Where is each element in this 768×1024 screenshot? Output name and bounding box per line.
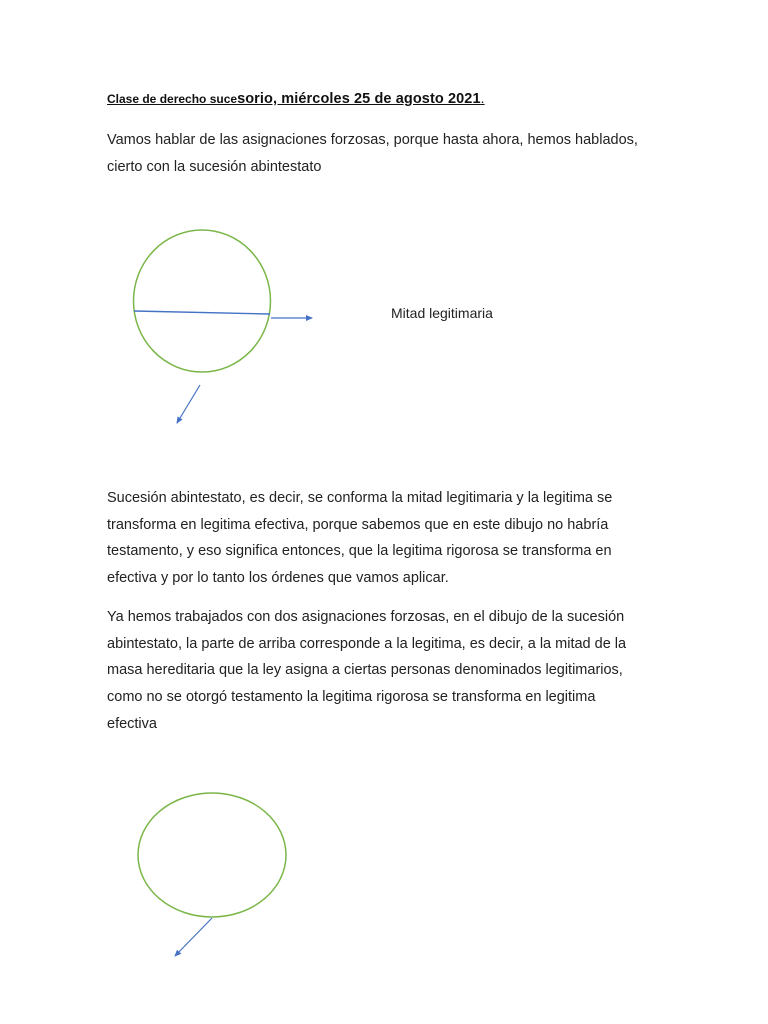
diagram-second bbox=[138, 793, 286, 956]
title-period: . bbox=[480, 90, 485, 106]
paragraph-line: transforma en legitima efectiva, porque sabemos que en este dibujo no habría bbox=[107, 516, 609, 533]
arrow-down-left bbox=[177, 385, 200, 423]
diagram-sucesion-abintestato bbox=[134, 230, 313, 423]
paragraph-line: cierto con la sucesión abintestato bbox=[107, 158, 322, 175]
paragraph-line: efectiva bbox=[107, 715, 157, 732]
arrow-down-left-2 bbox=[175, 918, 212, 956]
mitad-legitimaria-label: Mitad legitimaria bbox=[391, 305, 493, 321]
paragraph-line: abintestato, la parte de arriba corresponde a la legitima, es decir, a la mitad de la bbox=[107, 635, 627, 652]
paragraph-line: Ya hemos trabajados con dos asignaciones forzosas, en el dibujo de la sucesión bbox=[107, 609, 625, 625]
paragraph-sucesion bbox=[107, 485, 667, 592]
paragraph-line: testamento, y eso significa entonces, que la legitima rigorosa se transforma en bbox=[107, 543, 612, 560]
title-part-small: Clase de derecho suce bbox=[107, 92, 238, 106]
paragraph-line: Sucesión abintestato, es decir, se conforma la mitad legitimaria y la legitima se bbox=[107, 490, 613, 506]
estate-circle-2 bbox=[138, 793, 286, 917]
title-part-large: sorio, miércoles 25 de agosto 2021 bbox=[237, 91, 481, 107]
estate-circle bbox=[134, 230, 271, 372]
paragraph-asignaciones bbox=[107, 604, 667, 738]
dividing-line bbox=[134, 311, 270, 314]
paragraph-line: Vamos hablar de las asignaciones forzosas, porque hasta ahora, hemos hablados, bbox=[107, 132, 638, 148]
paragraph-line: masa hereditaria que la ley asigna a ciertas personas denominados legitimarios, bbox=[107, 662, 623, 679]
paragraph-line: efectiva y por lo tanto los órdenes que vamos aplicar. bbox=[107, 570, 449, 587]
paragraph-intro bbox=[107, 127, 667, 180]
paragraph-line: como no se otorgó testamento la legitima rigorosa se transforma en legitima bbox=[107, 689, 596, 706]
document-title bbox=[107, 90, 485, 108]
